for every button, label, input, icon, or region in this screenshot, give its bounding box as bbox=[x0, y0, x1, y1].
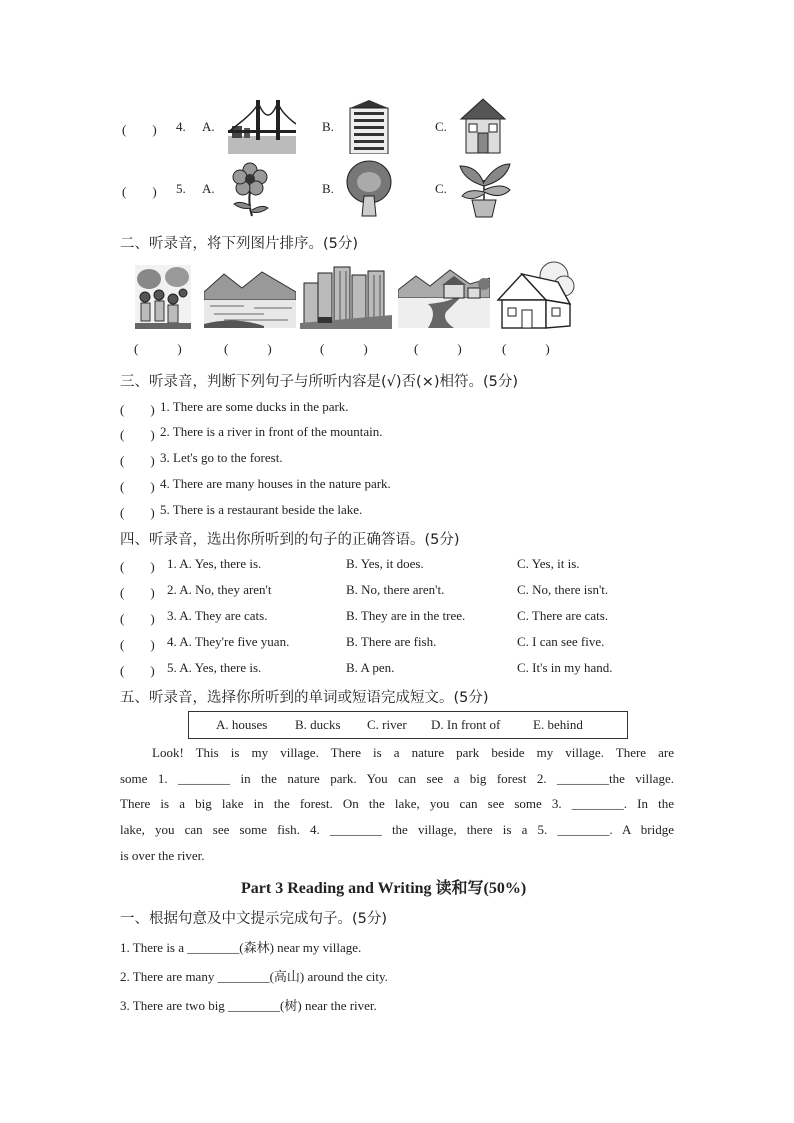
question-number: 5. bbox=[176, 181, 186, 196]
passage-line: There is a big lake in the forest. On the lake, you can see some 3. ________. In the bbox=[120, 796, 674, 812]
statement: 5. There is a restaurant beside the lake. bbox=[160, 502, 363, 517]
word-option: E. behind bbox=[533, 717, 583, 732]
building-picture bbox=[346, 98, 392, 154]
choice-b: B. Yes, it does. bbox=[346, 556, 424, 571]
option-label-c: C. bbox=[435, 119, 447, 134]
answer-blank[interactable]: ( ) bbox=[414, 341, 462, 356]
tree-picture bbox=[344, 160, 394, 218]
fill-sentence: 1. There is a ________(森林) near my village. bbox=[120, 940, 362, 955]
park-people-picture bbox=[135, 265, 191, 329]
statement: 2. There is a river in front of the mountain. bbox=[160, 424, 383, 439]
passage-line: is over the river. bbox=[120, 847, 205, 863]
answer-paren[interactable]: ( ) bbox=[120, 611, 155, 626]
answer-blank[interactable]: ( ) bbox=[320, 341, 368, 356]
section-heading: 四、听录音，选出你所听到的句子的正确答语。(5分) bbox=[120, 532, 460, 548]
statement: 4. There are many houses in the nature park. bbox=[160, 476, 391, 491]
statement: 3. Let's go to the forest. bbox=[160, 450, 283, 465]
answer-paren[interactable]: ( ) bbox=[120, 663, 155, 678]
choice-a: 5. A. Yes, there is. bbox=[167, 660, 262, 675]
flower-picture bbox=[228, 160, 274, 218]
answer-paren[interactable]: ( ) bbox=[120, 453, 155, 468]
choice-a: 1. A. Yes, there is. bbox=[167, 556, 262, 571]
bridge-picture bbox=[228, 98, 296, 154]
choice-c: C. It's in my hand. bbox=[517, 660, 613, 675]
section-heading: 一、根据句意及中文提示完成句子。(5分) bbox=[120, 911, 388, 927]
passage-line: Look! This is my village. There is a nature park beside my village. There are bbox=[152, 745, 674, 760]
part-title: Part 3 Reading and Writing 读和写(50%) bbox=[241, 880, 527, 897]
lake-mountain-picture bbox=[204, 270, 296, 328]
passage-line: some 1. ________ in the nature park. You can see a big forest 2. ________the village. bbox=[120, 770, 674, 786]
answer-paren[interactable]: ( ) bbox=[120, 479, 155, 494]
statement: 1. There are some ducks in the park. bbox=[160, 399, 349, 414]
word-option: B. ducks bbox=[295, 717, 341, 732]
section-heading: 五、听录音，选择你所听到的单词或短语完成短文。(5分) bbox=[120, 690, 489, 706]
option-label-a: A. bbox=[202, 119, 215, 134]
city-picture bbox=[300, 265, 392, 329]
choice-c: C. Yes, it is. bbox=[517, 556, 580, 571]
answer-paren[interactable]: ( ) bbox=[120, 559, 155, 574]
choice-b: B. A pen. bbox=[346, 660, 395, 675]
cottage-picture bbox=[496, 260, 576, 330]
section-heading: 三、听录音，判断下列句子与所听内容是(√)否(×)相符。(5分) bbox=[120, 374, 519, 390]
word-option: C. river bbox=[367, 717, 407, 732]
answer-blank[interactable]: ( ) bbox=[224, 341, 272, 356]
choice-c: C. There are cats. bbox=[517, 608, 609, 623]
choice-c: C. No, there isn't. bbox=[517, 582, 609, 597]
fill-sentence: 3. There are two big ________(树) near the river. bbox=[120, 998, 377, 1013]
word-option: A. houses bbox=[216, 717, 268, 732]
answer-paren[interactable]: ( ) bbox=[122, 122, 157, 137]
option-label-b: B. bbox=[322, 181, 334, 196]
choice-b: B. There are fish. bbox=[346, 634, 437, 649]
village-road-picture bbox=[398, 268, 490, 328]
house-picture bbox=[458, 97, 508, 155]
section-heading: 二、听录音，将下列图片排序。(5分) bbox=[120, 236, 359, 252]
option-label-a: A. bbox=[202, 181, 215, 196]
answer-paren[interactable]: ( ) bbox=[120, 637, 155, 652]
choice-a: 2. A. No, they aren't bbox=[167, 582, 272, 597]
answer-paren[interactable]: ( ) bbox=[120, 427, 155, 442]
choice-b: B. No, there aren't. bbox=[346, 582, 445, 597]
option-label-b: B. bbox=[322, 119, 334, 134]
question-number: 4. bbox=[176, 119, 186, 134]
choice-a: 3. A. They are cats. bbox=[167, 608, 268, 623]
passage bbox=[120, 740, 674, 868]
answer-paren[interactable]: ( ) bbox=[120, 505, 155, 520]
word-bank bbox=[188, 711, 628, 739]
word-option: D. In front of bbox=[431, 717, 501, 732]
passage-line: lake, you can see some fish. 4. ________ the village, there is a 5. ________. A bridge bbox=[120, 822, 674, 838]
answer-paren[interactable]: ( ) bbox=[120, 585, 155, 600]
answer-paren[interactable]: ( ) bbox=[120, 402, 155, 417]
choice-c: C. I can see five. bbox=[517, 634, 605, 649]
plant-picture bbox=[456, 160, 512, 218]
fill-sentence: 2. There are many ________(高山) around the city. bbox=[120, 969, 388, 984]
choice-a: 4. A. They're five yuan. bbox=[167, 634, 290, 649]
option-label-c: C. bbox=[435, 181, 447, 196]
choice-b: B. They are in the tree. bbox=[346, 608, 466, 623]
answer-paren[interactable]: ( ) bbox=[122, 184, 157, 199]
answer-blank[interactable]: ( ) bbox=[134, 341, 182, 356]
answer-blank[interactable]: ( ) bbox=[502, 341, 550, 356]
